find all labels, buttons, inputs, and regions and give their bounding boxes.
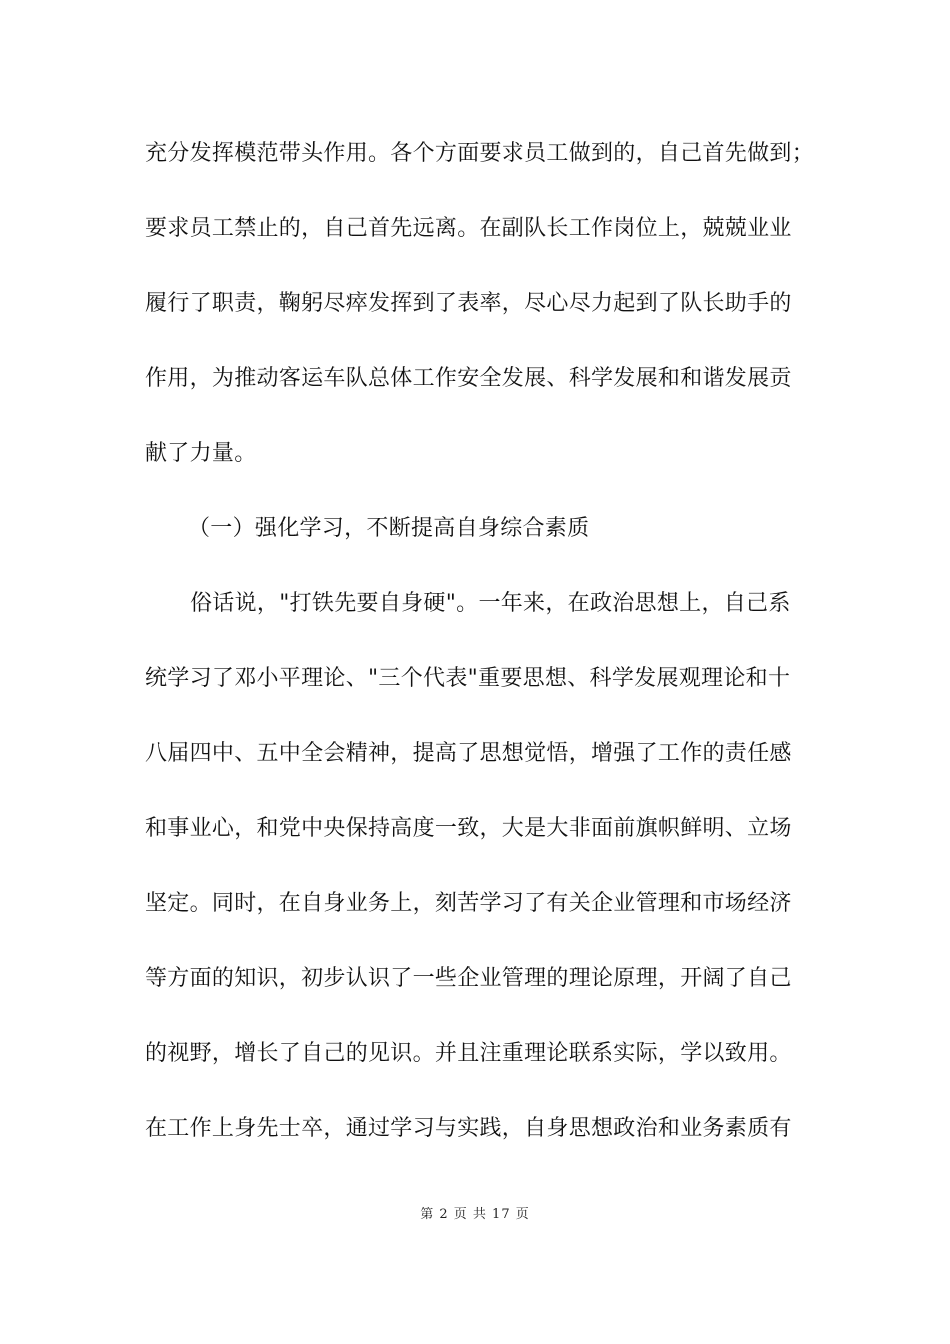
body-text-line: 等方面的知识，初步认识了一些企业管理的理论原理，开阔了自己 bbox=[145, 966, 792, 991]
body-text-line: 要求员工禁止的，自己首先远离。在副队长工作岗位上，兢兢业业 bbox=[145, 216, 792, 241]
body-text-line: 和事业心，和党中央保持高度一致，大是大非面前旗帜鲜明、立场 bbox=[145, 816, 792, 841]
body-text-line: 作用，为推动客运车队总体工作安全发展、科学发展和和谐发展贡 bbox=[145, 366, 792, 391]
body-text-line: 坚定。同时，在自身业务上，刻苦学习了有关企业管理和市场经济 bbox=[145, 891, 792, 916]
body-text-line: 充分发挥模范带头作用。各个方面要求员工做到的，自己首先做到； bbox=[145, 141, 815, 166]
body-text-line: 俗话说，"打铁先要自身硬"。一年来，在政治思想上，自己系 bbox=[190, 591, 791, 616]
body-text-line: 履行了职责，鞠躬尽瘁发挥到了表率，尽心尽力起到了队长助手的 bbox=[145, 291, 792, 316]
page-number-footer: 第 2 页 共 17 页 bbox=[420, 1207, 530, 1222]
body-text-line: 八届四中、五中全会精神，提高了思想觉悟，增强了工作的责任感 bbox=[145, 741, 792, 766]
body-text-line: 献了力量。 bbox=[145, 441, 257, 466]
section-heading: （一）强化学习，不断提高自身综合素质 bbox=[188, 516, 590, 541]
body-text-line: 统学习了邓小平理论、"三个代表"重要思想、科学发展观理论和十 bbox=[145, 666, 791, 691]
body-text-line: 在工作上身先士卒，通过学习与实践，自身思想政治和业务素质有 bbox=[145, 1116, 792, 1141]
body-text-line: 的视野，增长了自己的见识。并且注重理论联系实际，学以致用。 bbox=[145, 1041, 792, 1066]
